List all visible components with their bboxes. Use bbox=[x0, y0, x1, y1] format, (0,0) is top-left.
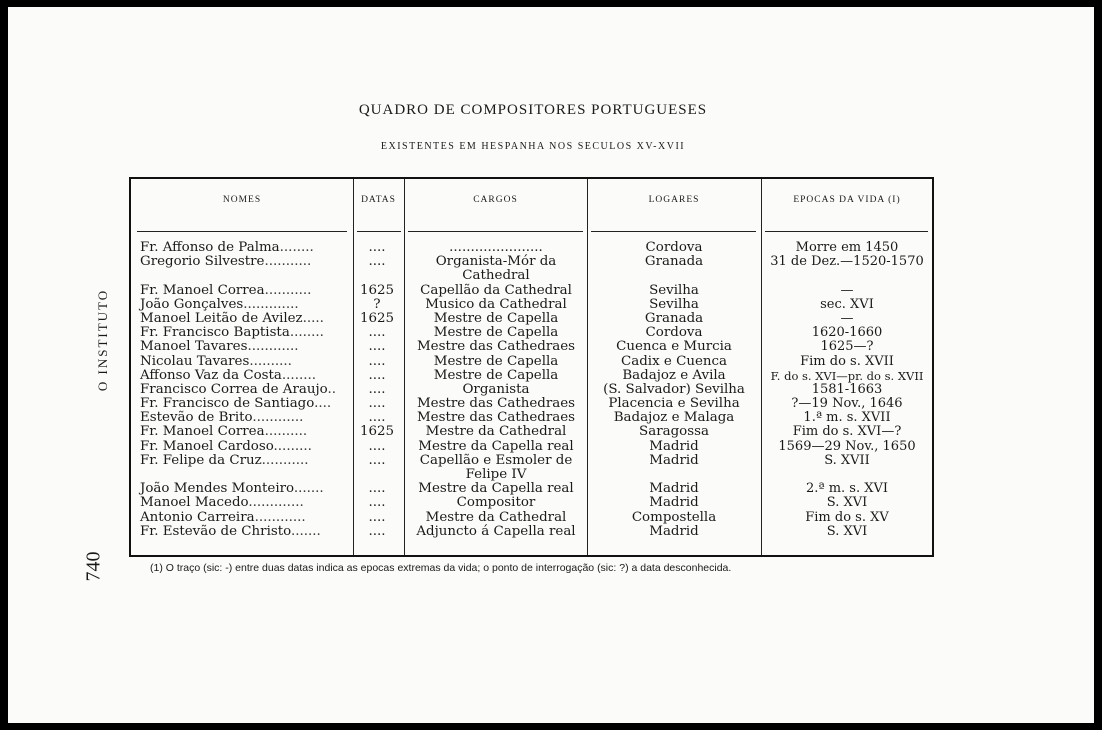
header-nomes: NOMES bbox=[222, 195, 262, 205]
composer-name: Fr. Estevão de Christo bbox=[140, 523, 291, 539]
composer-name: João Mendes Monteiro bbox=[140, 481, 294, 497]
composer-date: .... bbox=[368, 254, 386, 270]
header-rule bbox=[357, 231, 401, 232]
composer-post: Organista-Mór da Cathedral bbox=[435, 254, 557, 284]
composer-post: ...................... bbox=[449, 240, 543, 255]
composer-place: Sevilha bbox=[649, 296, 699, 312]
table-row bbox=[131, 397, 932, 411]
composer-place: Compostella bbox=[631, 509, 717, 525]
leader-dots: ........ bbox=[281, 367, 316, 383]
composer-lifetime: 2.ª m. s. XVI bbox=[805, 481, 889, 497]
composer-lifetime: ?—19 Nov., 1646 bbox=[791, 396, 903, 412]
composer-post: Capellão e Esmoler de Felipe IV bbox=[419, 452, 573, 483]
table-row bbox=[131, 425, 932, 439]
leader-dots: ....... bbox=[290, 523, 321, 539]
composer-post: Mestre de Capella bbox=[433, 353, 559, 369]
footnote: (1) O traço (sic: -) entre duas datas indica as epocas extremas da vida; o ponto de interrogação (sic: ?) a data desconhecida. bbox=[150, 562, 732, 574]
leader-dots: ........... bbox=[261, 452, 309, 468]
table-row bbox=[131, 355, 932, 369]
composer-lifetime: 1.ª m. s. XVII bbox=[803, 410, 891, 426]
table-row bbox=[131, 482, 932, 496]
leader-dots: ..... bbox=[302, 310, 324, 326]
composer-date: .... bbox=[368, 240, 386, 255]
composer-date: .... bbox=[368, 367, 386, 383]
composer-lifetime: S. XVII bbox=[824, 452, 870, 468]
leader-dots: ....... bbox=[293, 481, 324, 497]
composer-place: Cadix e Cuenca bbox=[621, 353, 727, 369]
leader-dots: ............ bbox=[247, 339, 299, 355]
composer-date: .... bbox=[368, 495, 386, 511]
leader-dots: ........... bbox=[264, 282, 312, 298]
leader-dots: ......... bbox=[273, 438, 312, 454]
composer-name: Fr. Francisco de Santiago bbox=[140, 396, 315, 412]
composer-post: Musico da Cathedral bbox=[425, 296, 567, 312]
composer-post: Mestre da Cathedral bbox=[425, 424, 567, 440]
leader-dots: ............ bbox=[254, 509, 306, 525]
header-rule bbox=[408, 231, 583, 232]
composer-date: .... bbox=[368, 438, 386, 454]
table-row bbox=[131, 284, 932, 298]
composer-lifetime: S. XVI bbox=[826, 523, 868, 539]
composer-name: Manoel Tavares bbox=[140, 339, 248, 355]
table-row bbox=[131, 454, 932, 482]
leader-dots: .......... bbox=[249, 353, 292, 369]
composer-place: Granada bbox=[644, 310, 704, 326]
table-row bbox=[131, 383, 932, 397]
composer-post: Compositor bbox=[456, 495, 536, 511]
table-row bbox=[131, 511, 932, 525]
composer-date: 1625 bbox=[359, 310, 395, 326]
leader-dots: ........ bbox=[279, 240, 314, 255]
composer-lifetime: 31 de Dez.—1520-1570 bbox=[770, 254, 924, 270]
composer-place: Cordova bbox=[645, 240, 703, 255]
composer-name: Antonio Carreira bbox=[140, 509, 255, 525]
composer-place: Madrid bbox=[649, 438, 699, 454]
composer-lifetime: 1581-1663 bbox=[811, 381, 883, 397]
composer-name: João Gonçalves bbox=[140, 296, 244, 312]
composer-place: Madrid bbox=[649, 523, 699, 539]
composer-post: Organista bbox=[462, 381, 530, 397]
composer-date: .... bbox=[368, 410, 386, 426]
composer-post: Mestre da Capella real bbox=[418, 481, 574, 497]
composer-name: Fr. Francisco Baptista bbox=[140, 325, 290, 341]
composer-place: Sevilha bbox=[649, 282, 699, 298]
header-rule bbox=[137, 231, 347, 232]
composer-date: .... bbox=[368, 481, 386, 497]
composer-name: Gregorio Silvestre bbox=[140, 254, 265, 270]
header-logares: LOGARES bbox=[648, 195, 700, 205]
composer-place: Madrid bbox=[649, 452, 699, 468]
composer-date: .... bbox=[368, 353, 386, 369]
header-datas: DATAS bbox=[361, 195, 396, 205]
composer-post: Mestre das Cathedraes bbox=[416, 339, 576, 355]
leader-dots: ............. bbox=[248, 495, 304, 511]
composer-date: .... bbox=[368, 452, 386, 468]
composer-place: Cuenca e Murcia bbox=[616, 339, 732, 355]
composer-place: Cordova bbox=[645, 325, 703, 341]
composer-place: Saragossa bbox=[639, 424, 709, 440]
composer-place: Madrid bbox=[649, 495, 699, 511]
composer-name: Nicolau Tavares bbox=[140, 353, 250, 369]
composer-post: Capellão da Cathedral bbox=[420, 282, 572, 298]
table-subtitle: EXISTENTES EM HESPANHA NOS SECULOS XV-XVII bbox=[380, 141, 686, 152]
composer-lifetime: sec. XVI bbox=[820, 296, 874, 312]
composer-lifetime: F. do s. XVI—pr. do s. XVII bbox=[770, 368, 924, 383]
composer-post: Mestre das Cathedraes bbox=[416, 410, 576, 426]
leader-dots: .... bbox=[314, 396, 332, 412]
composer-name: Affonso Vaz da Costa bbox=[140, 367, 282, 383]
header-rule bbox=[591, 231, 756, 232]
composer-place: Madrid bbox=[649, 481, 699, 497]
composer-date: .... bbox=[368, 325, 386, 341]
table-row bbox=[131, 326, 932, 340]
composer-lifetime: Morre em 1450 bbox=[795, 240, 899, 255]
composer-place: (S. Salvador) Sevilha bbox=[603, 381, 745, 397]
composer-lifetime: Fim do s. XV bbox=[805, 509, 889, 525]
composer-post: Mestre de Capella bbox=[433, 325, 559, 341]
leader-dots: ........... bbox=[264, 254, 312, 270]
composer-name: Fr. Manoel Cardoso bbox=[140, 438, 274, 454]
table-row bbox=[131, 298, 932, 312]
table-row bbox=[131, 369, 932, 383]
leader-dots: .. bbox=[327, 381, 336, 397]
composer-date: .... bbox=[368, 396, 386, 412]
composer-name: Estevão de Brito bbox=[140, 410, 253, 426]
composer-date: .... bbox=[368, 381, 386, 397]
composer-name: Francisco Correa de Araujo bbox=[140, 381, 328, 397]
composer-date: ? bbox=[373, 296, 381, 312]
composer-date: 1625 bbox=[359, 424, 395, 440]
leader-dots: .......... bbox=[264, 424, 308, 440]
composer-place: Granada bbox=[644, 254, 704, 270]
composer-place: Placencia e Sevilha bbox=[608, 396, 740, 412]
leader-dots: ............. bbox=[243, 296, 299, 312]
composer-date: .... bbox=[368, 509, 386, 525]
composer-name: Manoel Leitão de Avilez bbox=[140, 310, 303, 326]
composer-lifetime: 1569—29 Nov., 1650 bbox=[778, 438, 916, 454]
composer-lifetime: — bbox=[840, 310, 854, 326]
leader-dots: ............ bbox=[252, 410, 304, 426]
composer-post: Mestre de Capella bbox=[433, 310, 559, 326]
page-number: 740 bbox=[82, 551, 105, 582]
composer-name: Fr. Felipe da Cruz bbox=[140, 452, 262, 468]
composer-lifetime: — bbox=[840, 282, 854, 298]
leader-dots: ........ bbox=[289, 325, 324, 341]
composer-date: 1625 bbox=[359, 282, 395, 298]
composer-lifetime: 1620-1660 bbox=[811, 325, 883, 341]
composer-post: Mestre da Cathedral bbox=[425, 509, 567, 525]
composer-name: Manoel Macedo bbox=[140, 495, 249, 511]
header-epocas: EPOCAS DA VIDA (I) bbox=[793, 195, 901, 205]
composer-lifetime: Fim do s. XVI—? bbox=[792, 424, 902, 440]
table-row bbox=[131, 340, 932, 354]
composer-lifetime: Fim do s. XVII bbox=[800, 353, 894, 369]
composer-place: Badajoz e Avila bbox=[622, 367, 726, 383]
composer-lifetime: 1625—? bbox=[820, 339, 874, 355]
table-row bbox=[131, 312, 932, 326]
document-page bbox=[8, 7, 1094, 723]
table-row bbox=[131, 440, 932, 454]
header-rule bbox=[765, 231, 928, 232]
header-cargos: CARGOS bbox=[473, 195, 518, 205]
composer-date: .... bbox=[368, 523, 386, 539]
table-title: QUADRO DE COMPOSITORES PORTUGUESES bbox=[358, 102, 708, 118]
table-row bbox=[131, 411, 932, 425]
composers-table bbox=[129, 177, 934, 557]
composer-post: Mestre de Capella bbox=[433, 367, 559, 383]
table-row bbox=[131, 241, 932, 255]
composer-name: Fr. Manoel Correa bbox=[140, 424, 265, 440]
composer-name: Fr. Affonso de Palma bbox=[140, 240, 280, 255]
table-row bbox=[131, 525, 932, 539]
composer-post: Adjuncto á Capella real bbox=[416, 523, 576, 539]
composer-date: .... bbox=[368, 339, 386, 355]
running-head: O INSTITUTO bbox=[95, 288, 110, 392]
composer-post: Mestre das Cathedraes bbox=[416, 396, 576, 412]
composer-lifetime: S. XVI bbox=[826, 495, 868, 511]
table-row bbox=[131, 255, 932, 283]
table-body bbox=[131, 241, 932, 539]
composer-post: Mestre da Capella real bbox=[418, 438, 574, 454]
table-row bbox=[131, 496, 932, 510]
composer-name: Fr. Manoel Correa bbox=[140, 282, 265, 298]
composer-place: Badajoz e Malaga bbox=[613, 410, 735, 426]
